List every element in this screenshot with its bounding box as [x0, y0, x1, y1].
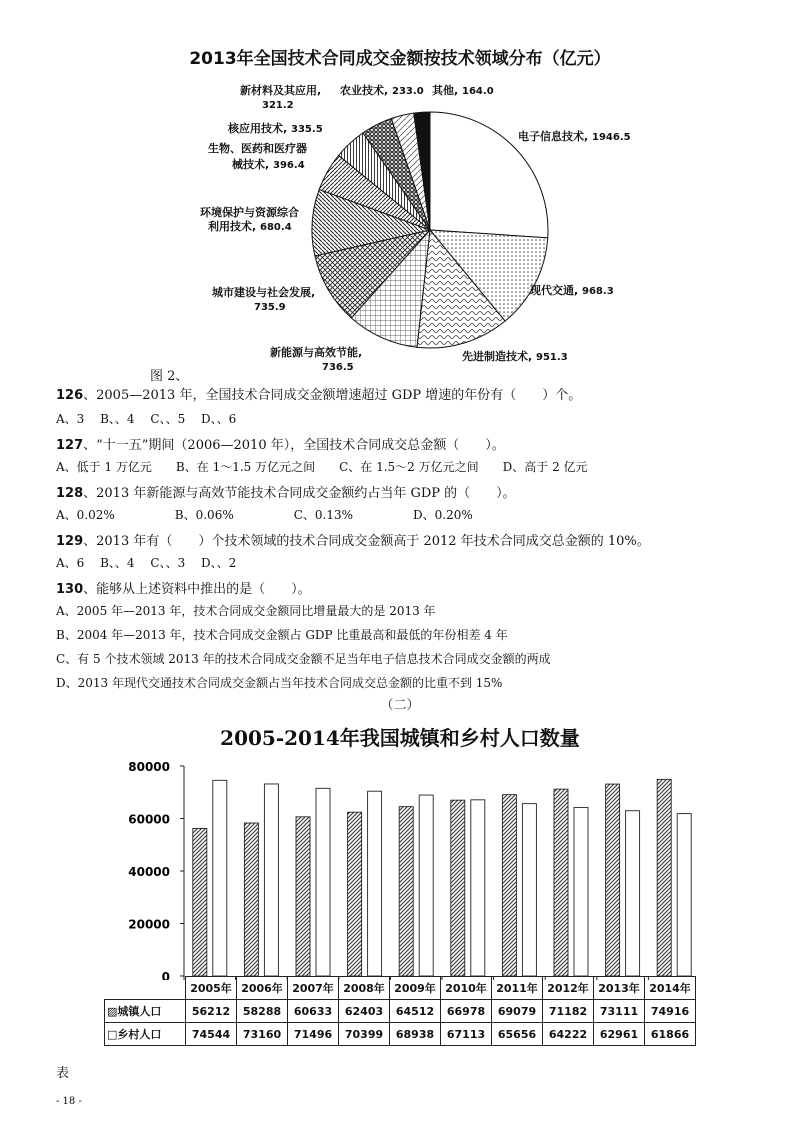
bar-urban [296, 817, 310, 976]
pie-label-urban: 城市建设与社会发展, [212, 286, 316, 299]
pie-label-manufacturing: 先进制造技术, 951.3 [462, 350, 568, 363]
y-tick-label: 60000 [128, 812, 170, 827]
bar-rural [316, 788, 330, 976]
question-127-options: A、低于 1 万亿元 B、在 1～1.5 万亿元之间 C、在 1.5～2 万亿元之间 D、高于 2 亿元 [56, 460, 588, 474]
y-tick-label: 0 [161, 970, 170, 980]
pie-value-urban: 735.9 [254, 302, 286, 313]
bar-urban [193, 828, 207, 976]
table-year-cell: 2006年 [237, 977, 288, 1000]
bar-urban [399, 807, 413, 976]
table-cell: 64222 [543, 1023, 594, 1046]
table-cell: 65656 [492, 1023, 543, 1046]
pie-label-environment-2: 利用技术, 680.4 [208, 220, 292, 233]
pie-label-transport: 现代交通, 968.3 [530, 284, 614, 297]
bar-urban [502, 795, 516, 976]
question-130-option-b: B、2004 年—2013 年，技术合同成交金额占 GDP 比重最高和最低的年份相差 4 年 [56, 628, 508, 642]
table-note: 表 [56, 1066, 70, 1081]
pie-label-materials: 新材料及其应用, [240, 84, 322, 97]
pie-label-other: 其他, 164.0 [432, 84, 494, 97]
table-cell: 58288 [237, 1000, 288, 1023]
table-row-rural [105, 1023, 696, 1046]
bar-rural [368, 791, 382, 976]
question-127: 127、“十一五”期间（2006—2010 年），全国技术合同成交总金额（ ）。 [56, 438, 505, 453]
pie-label-agri: 农业技术, 233.0 [340, 84, 424, 97]
table-year-cell: 2014年 [645, 977, 696, 1000]
urban-legend-icon: ▨ [107, 1005, 118, 1018]
table-corner [105, 977, 186, 1000]
table-cell: 71182 [543, 1000, 594, 1023]
question-129: 129、2013 年有（ ）个技术领域的技术合同成交金额高于 2012 年技术合同成交总金额的 10%。 [56, 534, 650, 549]
table-cell: 66978 [441, 1000, 492, 1023]
table-cell: 73111 [594, 1000, 645, 1023]
table-year-cell: 2012年 [543, 977, 594, 1000]
table-cell: 70399 [339, 1023, 390, 1046]
y-tick-label: 80000 [128, 760, 170, 774]
table-series-label-urban: ▨城镇人口 [105, 1000, 186, 1023]
question-129-options: A、6 B、、4 C、、3 D、、2 [56, 556, 237, 570]
bar-urban [554, 789, 568, 976]
bar-rural [626, 811, 640, 976]
bar-rural [264, 784, 278, 976]
table-year-cell: 2008年 [339, 977, 390, 1000]
bar-marks [193, 779, 691, 976]
bar-urban [244, 823, 258, 976]
pie-label-bio: 生物、医药和医疗器 [208, 142, 307, 155]
table-cell: 68938 [390, 1023, 441, 1046]
bar-rural [471, 800, 485, 976]
bar-urban [657, 779, 671, 976]
table-cell: 64512 [390, 1000, 441, 1023]
table-header-row [105, 977, 696, 1000]
bar-rural [213, 780, 227, 976]
pie-label-nuclear: 核应用技术, 335.5 [228, 122, 323, 135]
table-year-cell: 2007年 [288, 977, 339, 1000]
table-cell: 73160 [237, 1023, 288, 1046]
pie-chart [190, 70, 670, 370]
question-130-option-d: D、2013 年现代交通技术合同成交金额占当年技术合同成交总金额的比重不到 15% [56, 676, 503, 690]
pie-value-new-energy: 736.5 [322, 362, 354, 370]
pie-figure-caption: 图 2、 [150, 369, 189, 384]
question-128: 128、2013 年新能源与高效节能技术合同成交金额约占当年 GDP 的（ ）。 [56, 486, 516, 501]
bar-rural [574, 807, 588, 976]
bar-chart-title: 2005-2014年我国城镇和乡村人口数量 [220, 726, 580, 750]
table-cell: 74544 [186, 1023, 237, 1046]
bar-rural [419, 795, 433, 976]
pie-label-electronics: 电子信息技术, 1946.5 [518, 130, 631, 143]
table-cell: 60633 [288, 1000, 339, 1023]
y-tick-label: 20000 [128, 917, 170, 932]
page-number: - 18 - [56, 1096, 82, 1107]
table-year-cell: 2010年 [441, 977, 492, 1000]
table-cell: 67113 [441, 1023, 492, 1046]
table-cell: 61866 [645, 1023, 696, 1046]
table-cell: 74916 [645, 1000, 696, 1023]
bar-chart [56, 750, 706, 980]
pie-value-materials: 321.2 [262, 100, 294, 111]
table-year-cell: 2009年 [390, 977, 441, 1000]
table-cell: 69079 [492, 1000, 543, 1023]
pie-label-bio-2: 械技术, 396.4 [232, 158, 305, 171]
bar-urban [451, 800, 465, 976]
table-series-label-rural: □乡村人口 [105, 1023, 186, 1046]
table-cell: 71496 [288, 1023, 339, 1046]
y-tick-label: 40000 [128, 865, 170, 879]
question-126: 126、2005—2013 年，全国技术合同成交金额增速超过 GDP 增速的年份有（ ）个。 [56, 388, 582, 403]
question-128-options: A、0.02% B、0.06% C、0.13% D、0.20% [56, 508, 473, 522]
table-year-cell: 2005年 [186, 977, 237, 1000]
bar-urban [606, 784, 620, 976]
bar-urban [348, 812, 362, 976]
pie-label-new-energy: 新能源与高效节能, [270, 346, 363, 359]
table-cell: 62961 [594, 1023, 645, 1046]
question-130: 130、能够从上述资料中推出的是（ ）。 [56, 582, 311, 597]
population-table [104, 976, 696, 1046]
table-year-cell: 2013年 [594, 977, 645, 1000]
table-year-cell: 2011年 [492, 977, 543, 1000]
question-130-option-a: A、2005 年—2013 年，技术合同成交金额同比增量最大的是 2013 年 [56, 604, 436, 618]
section-two-heading: （二） [380, 698, 420, 713]
rural-legend-icon: □ [107, 1028, 118, 1041]
table-cell: 56212 [186, 1000, 237, 1023]
bar-rural [522, 804, 536, 976]
table-row-urban [105, 1000, 696, 1023]
question-130-option-c: C、有 5 个技术领域 2013 年的技术合同成交金额不足当年电子信息技术合同成交金额的两成 [56, 652, 551, 666]
pie-slices [312, 112, 548, 348]
bar-rural [677, 814, 691, 976]
table-cell: 62403 [339, 1000, 390, 1023]
question-126-options: A、3 B、、4 C、、5 D、、6 [56, 412, 237, 426]
pie-label-environment: 环境保护与资源综合 [200, 206, 299, 219]
pie-chart-title: 2013年全国技术合同成交金额按技术领域分布（亿元） [189, 49, 611, 69]
